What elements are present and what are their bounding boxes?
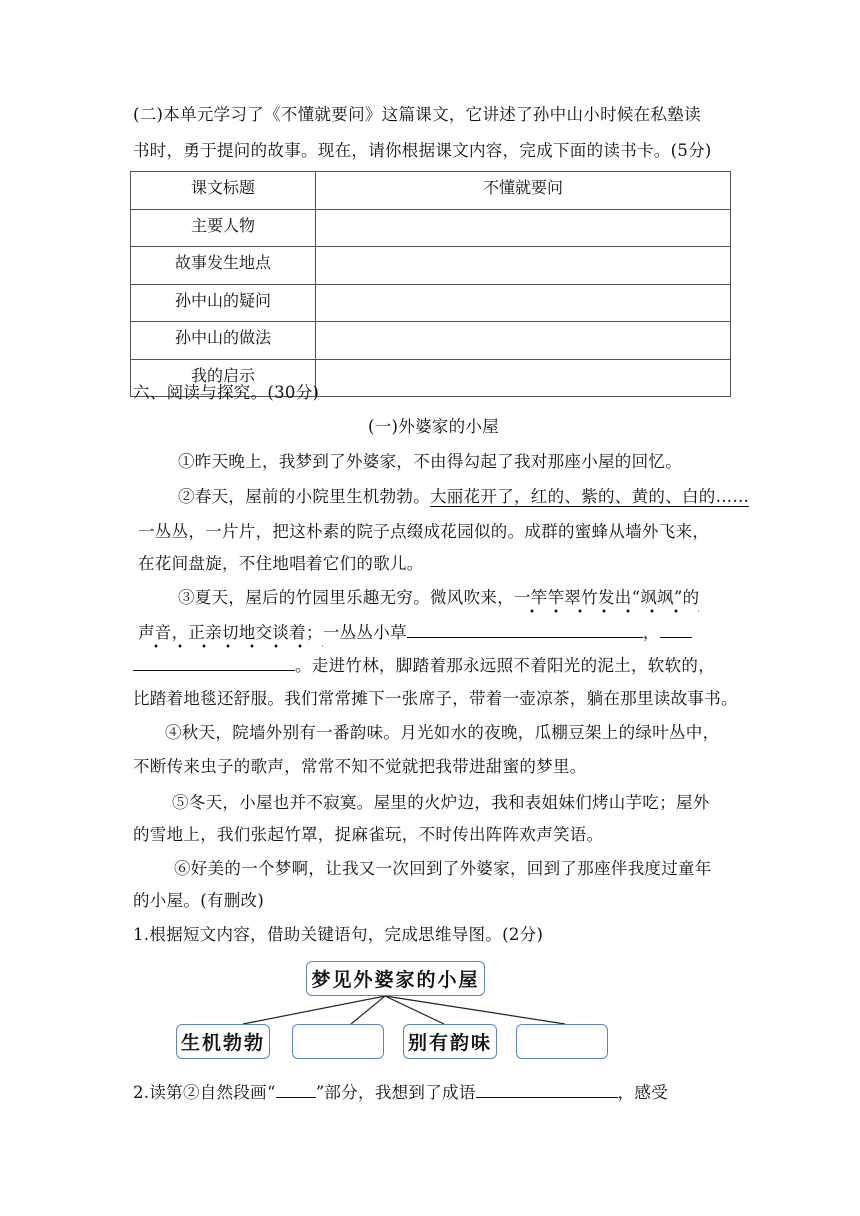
paragraph-4-line1: ④秋天，院墙外别有一番韵味。月光如水的夜晚，瓜棚豆架上的绿叶丛中， (165, 723, 720, 742)
paragraph-6-line2: 的小屋。(有删改) (133, 891, 265, 910)
mindmap-blank-node[interactable] (292, 1024, 384, 1059)
dotted-phrase: 一竿竿翠竹发出“飒飒”的 (514, 588, 699, 614)
mindmap-node: 生机勃勃 (176, 1024, 270, 1059)
mindmap-root: 梦见外婆家的小屋 (306, 961, 485, 996)
row-label: 我的启示 (131, 359, 316, 397)
paragraph-3-lead: ③夏天，屋后的竹园里乐趣无穷。微风吹来， (178, 588, 514, 607)
paragraph-4-line2: 不断传来虫子的歌声，常常不知不觉就把我带进甜蜜的梦里。 (133, 757, 587, 776)
question-1: 1.根据短文内容，借助关键语句，完成思维导图。(2分) (133, 925, 544, 944)
paragraph-2-lead: ②春天，屋前的小院里生机勃勃。 (178, 487, 430, 506)
question-2-text: ”部分，我想到了成语 (315, 1083, 476, 1102)
paragraph-3-grass: 一丛丛小草 (322, 623, 407, 642)
comma: ， (642, 623, 660, 642)
paragraph-3-text: 。走进竹林，脚踏着那永远照不着阳光的泥土，软软的， (295, 656, 715, 675)
paragraph-1: ①昨天晚上，我梦到了外婆家，不由得勾起了我对那座小屋的回忆。 (178, 452, 682, 471)
row-label: 课文标题 (131, 172, 316, 210)
dotted-phrase: 声音，正亲切地交谈着； (138, 623, 323, 649)
passage-title: (一)外婆家的小屋 (368, 417, 500, 436)
row-label: 主要人物 (131, 209, 316, 247)
section2-intro-line2: 书时，勇于提问的故事。现在，请你根据课文内容，完成下面的读书卡。(5分) (133, 141, 712, 160)
question-2-text: ，感受 (617, 1083, 669, 1102)
fill-blank[interactable] (476, 1081, 618, 1098)
section2-intro-line1: (二)本单元学习了《不懂就要问》这篇课文，它讲述了孙中山小时候在私塾读 (133, 105, 701, 124)
paragraph-2-line2: 一丛丛，一片片，把这朴素的院子点缀成花园似的。成群的蜜蜂从墙外飞来， (138, 522, 710, 541)
underlined-phrase: 大丽花开了，红的、紫的、黄的、白的…… (430, 487, 750, 506)
question-2-text: 2.读第②自然段画“ (133, 1083, 276, 1102)
paragraph-2-line3: 在花间盘旋，不住地唱着它们的歌儿。 (138, 554, 424, 573)
row-value: 不懂就要问 (316, 172, 731, 210)
paragraph-5-line2: 的雪地上，我们张起竹罩，捉麻雀玩，不时传出阵阵欢声笑语。 (133, 825, 604, 844)
fill-blank[interactable] (276, 1081, 316, 1098)
paragraph-6-line1: ⑥好美的一个梦啊，让我又一次回到了外婆家，回到了那座伴我度过童年 (174, 859, 712, 878)
mindmap-blank-node[interactable] (516, 1024, 608, 1059)
row-label: 孙中山的疑问 (131, 284, 316, 322)
mindmap-node: 别有韵味 (403, 1024, 497, 1059)
row-label: 故事发生地点 (131, 247, 316, 285)
row-label: 孙中山的做法 (131, 322, 316, 360)
question-2 (133, 1081, 668, 1104)
paragraph-5-line1: ⑤冬天，小屋也并不寂寞。屋里的火炉边，我和表姐妹们烤山芋吃；屋外 (172, 793, 710, 812)
section6-heading: 六、阅读与探究。(30分) (133, 383, 320, 402)
paragraph-3-line4: 比踏着地毯还舒服。我们常常摊下一张席子，带着一壶凉茶，躺在那里读故事书。 (133, 689, 738, 708)
